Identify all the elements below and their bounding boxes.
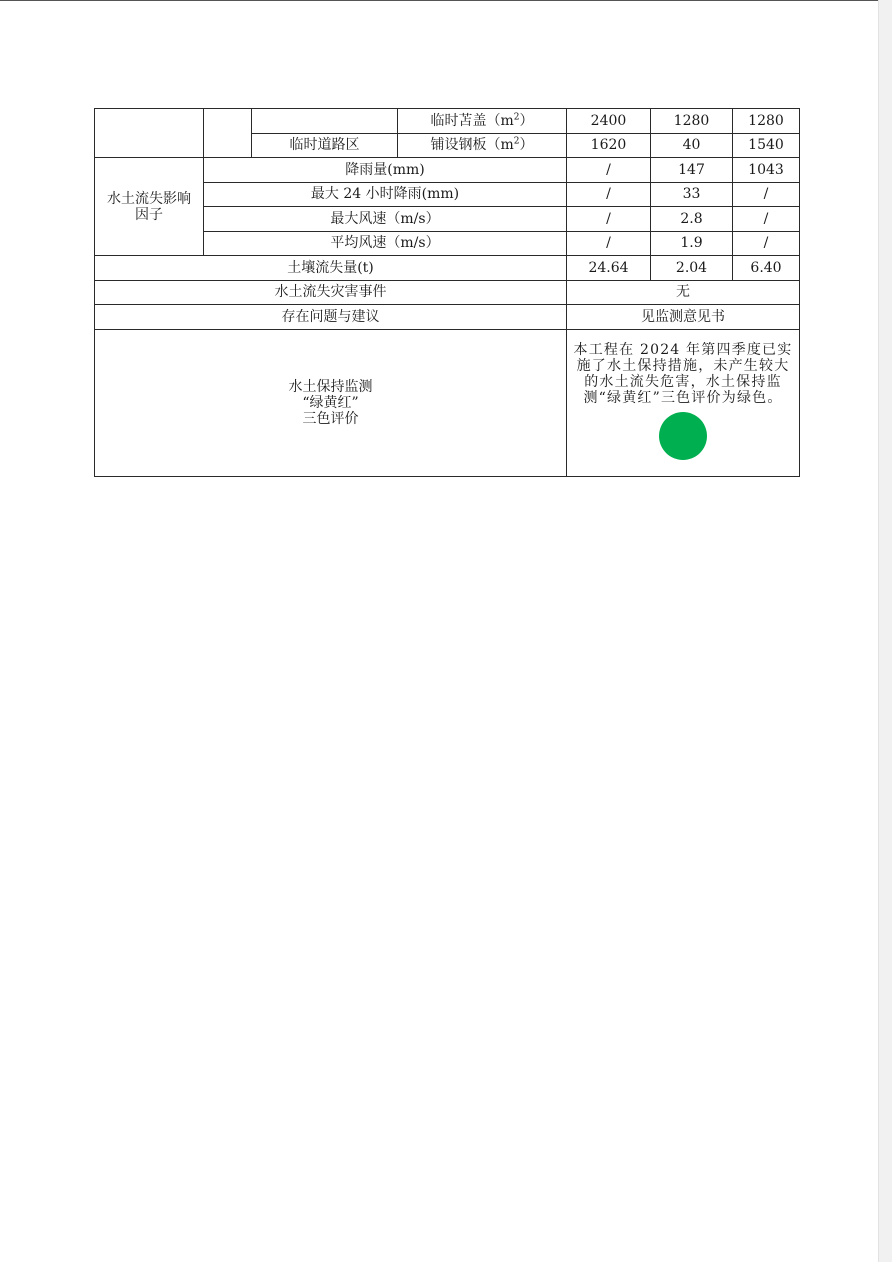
assessment-comment-cell	[567, 329, 800, 476]
measure-area: 临时道路区	[252, 133, 398, 158]
factor-value: 147	[651, 158, 733, 183]
factor-value: 1.9	[651, 231, 733, 256]
measure-value: 2400	[567, 109, 651, 134]
green-indicator-dot	[659, 412, 707, 460]
page-top-rule	[0, 0, 892, 1]
disaster-value: 无	[567, 280, 800, 305]
measure-value: 40	[651, 133, 733, 158]
factor-label: 降雨量(mm)	[204, 158, 567, 183]
issues-label: 存在问题与建议	[95, 305, 567, 330]
measure-row	[95, 109, 800, 134]
factor-value: /	[733, 231, 800, 256]
factor-value: /	[733, 182, 800, 207]
assessment-comment: 本工程在 2024 年第四季度已实施了水土保持措施，未产生较大的水土流失危害，水土保持监测“绿黄红”三色评价为绿色。	[573, 341, 793, 406]
soil-loss-label: 土壤流失量(t)	[95, 256, 567, 281]
disaster-label: 水土流失灾害事件	[95, 280, 567, 305]
factor-label: 最大 24 小时降雨(mm)	[204, 182, 567, 207]
page-right-edge	[878, 0, 892, 1262]
factor-value: /	[567, 182, 651, 207]
factor-label: 最大风速（m/s）	[204, 207, 567, 232]
measure-value: 1540	[733, 133, 800, 158]
measure-area	[252, 109, 398, 134]
issues-value: 见监测意见书	[567, 305, 800, 330]
assessment-row	[95, 329, 800, 476]
factor-group-label: 水土流失影响 因子	[95, 158, 204, 256]
soil-loss-value: 24.64	[567, 256, 651, 281]
factor-row	[95, 158, 800, 183]
assessment-label: 水土保持监测 “绿黄红” 三色评价	[95, 329, 567, 476]
measure-value: 1620	[567, 133, 651, 158]
soil-loss-row	[95, 256, 800, 281]
measure-item: 临时苫盖$(m^2)$	[398, 109, 567, 134]
measure-value: 1280	[651, 109, 733, 134]
soil-loss-value: 6.40	[733, 256, 800, 281]
measure-item: 铺设钢板$(m^2)$	[398, 133, 567, 158]
measure-subgroup-cell	[204, 109, 252, 158]
factor-label: 平均风速（m/s）	[204, 231, 567, 256]
factor-value: /	[733, 207, 800, 232]
factor-value: 1043	[733, 158, 800, 183]
factor-value: 33	[651, 182, 733, 207]
disaster-row	[95, 280, 800, 305]
factor-value: /	[567, 158, 651, 183]
measure-value: 1280	[733, 109, 800, 134]
soil-loss-value: 2.04	[651, 256, 733, 281]
issues-row	[95, 305, 800, 330]
monitoring-table	[94, 108, 800, 477]
measure-group-cell	[95, 109, 204, 158]
factor-value: /	[567, 231, 651, 256]
factor-value: 2.8	[651, 207, 733, 232]
factor-value: /	[567, 207, 651, 232]
